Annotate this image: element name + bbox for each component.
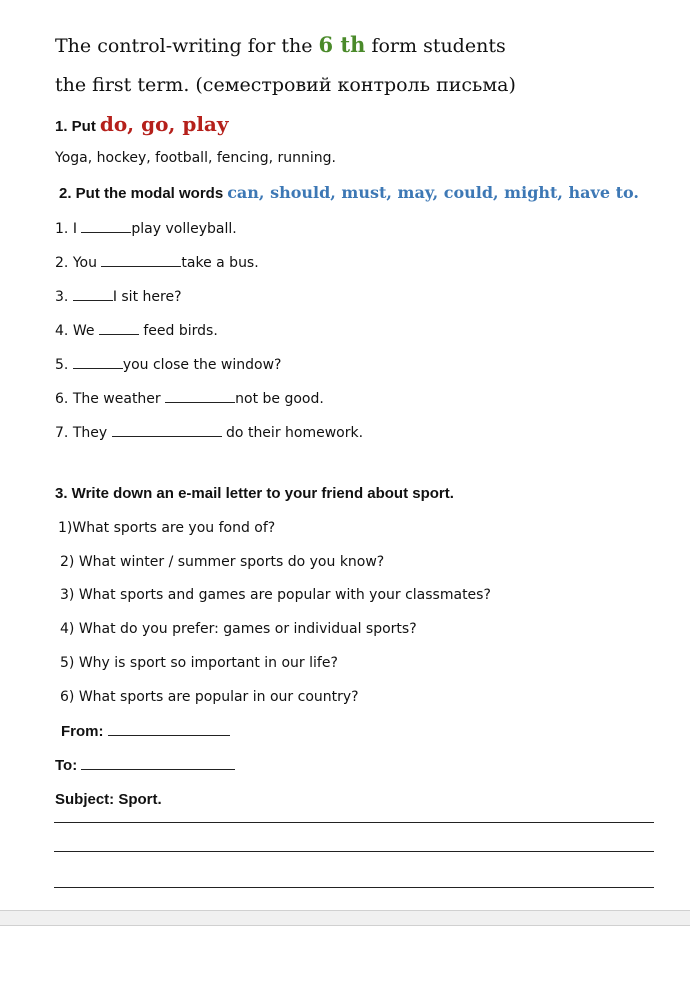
task3-question: 4) What do you prefer: games or individual sports? [60,621,417,637]
task2-words: can, should, must, may, could, might, have to. [227,183,639,202]
task1-label: 1. Put [55,118,96,135]
from-field[interactable] [108,722,230,736]
writing-line[interactable] [54,851,654,852]
task1-heading [55,112,229,136]
task2-item: 7. They do their homework. [55,425,364,441]
task1-words: do, go, play [99,112,229,136]
task2-item: 1. I play volleyball. [55,221,237,237]
to-label: To: [55,757,78,774]
task2-label: 2. Put the modal words [59,185,224,202]
answer-blank[interactable] [112,423,222,437]
task2-item: 2. You take a bus. [55,255,259,271]
task2-item: 4. We feed birds. [55,323,218,339]
title-suffix: form students [371,35,506,57]
answer-blank[interactable] [101,253,181,267]
task3-question: 5) Why is sport so important in our life? [60,655,338,671]
task3-question: 2) What winter / summer sports do you know? [60,554,385,570]
task3-question: 1)What sports are you fond of? [58,520,276,536]
writing-line[interactable] [54,887,654,888]
task3-heading: 3. Write down an e-mail letter to your friend about sport. [55,485,454,502]
answer-blank[interactable] [81,219,131,233]
from-label: From: [61,723,104,740]
page-subtitle: the first term. (семестровий контроль письма) [55,74,516,96]
task3-question: 3) What sports and games are popular with your classmates? [60,587,491,603]
answer-blank[interactable] [73,355,123,369]
page-title [55,32,506,57]
task2-item: 5. you close the window? [55,357,282,373]
task2-heading [59,183,639,203]
answer-blank[interactable] [99,321,139,335]
answer-blank[interactable] [165,389,235,403]
task2-item: 3. I sit here? [55,289,182,305]
email-subject: Subject: Sport. [55,791,162,808]
task2-item: 6. The weather not be good. [55,391,324,407]
page-separator [0,910,690,926]
email-to-row [55,756,235,775]
task3-question: 6) What sports are popular in our country? [60,689,359,705]
writing-line[interactable] [54,822,654,823]
title-prefix: The control-writing for the [55,35,313,57]
answer-blank[interactable] [73,287,113,301]
email-from-row [61,722,230,741]
title-grade: 6 th [318,32,366,57]
to-field[interactable] [81,756,235,770]
task1-list: Yoga, hockey, football, fencing, running. [55,150,336,166]
